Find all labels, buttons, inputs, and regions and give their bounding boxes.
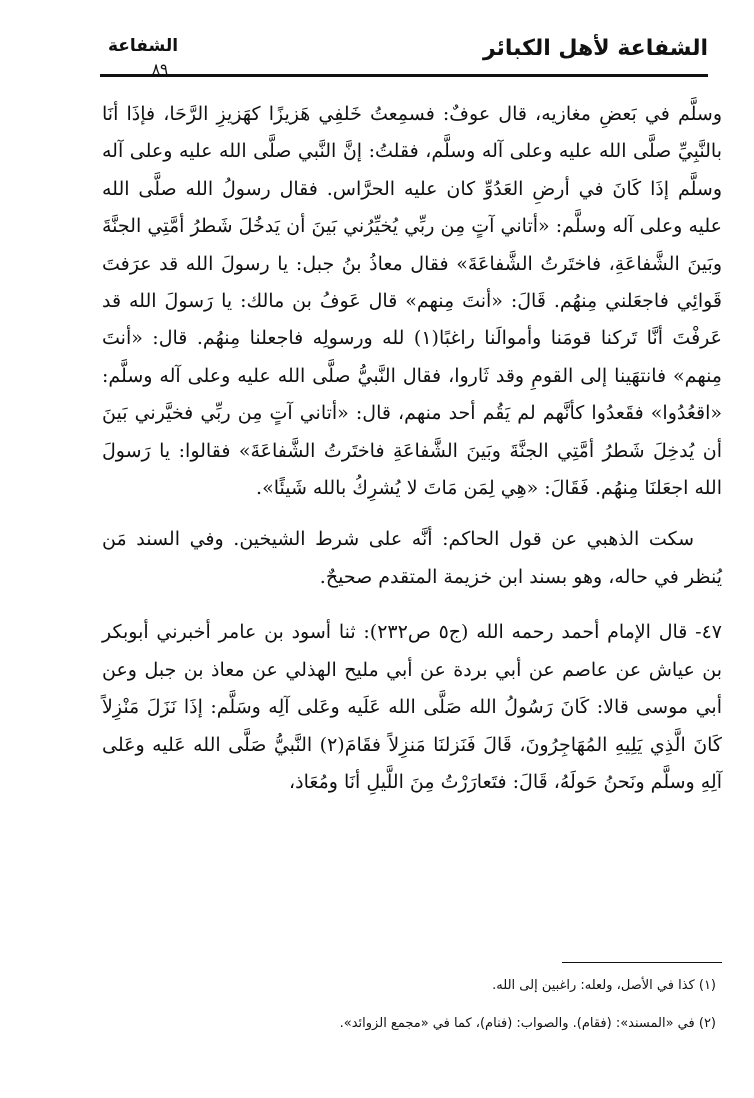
hadith-47-paragraph: ٤٧- قال الإمام أحمد رحمه الله (ج٥ ص٢٣٢): ثنا أسود بن عامر أخبرني أبوبكر بن عياش عن عاصم عن أبي بردة عن أبي مليح الهذلي عن معاذ بن جبل وعن أبي موسى قالا: كَانَ رَسُولُ الله صَلَّى الله عَلَيه وعَلى آلِه وسَلَّم: إذَا نَزَلَ مَنْزِلاً كَانَ الَّذِي يَلِيهِ المُهَاجِرُونَ، قَالَ فَنَزلنَا مَنزِلاً فقَامَ(٢) النَّبيُّ صَلَّى الله عَليه وعَلى آلِهِ وسلَّم ونَحنُ حَولَهُ، قَالَ: فتَعارَرْتُ مِنَ اللَّيلِ أنَا ومُعَاذ، bbox=[102, 621, 722, 793]
hadith-paragraph: وسلَّم في بَعضِ مغازيه، قال عوفٌ: فسمِعتُ خَلفِي هَزيزًا كهَزيزِ الرَّحَا، فإذَا أنَا بالنَّبِيِّ صلَّى الله عليه وعلى آله وسلَّم، فقلتُ: إنَّ النَّبي صلَّى الله عليه وعلى آله وسلَّم إذَا كَانَ في أرضِ العَدُوِّ كان عليه الحرَّاس. فقال رسولُ الله صلَّى الله عليه وعلى آله وسلَّم: «أتاني آتٍ مِن ربِّي يُخيِّرُني بَينَ أن يَدخُلَ شَطرُ أمَّتِي الجنَّةَ وبَينَ الشَّفاعَةِ، فاختَرتُ الشَّفاعَةَ» فقال معاذُ بنُ جبل: يا رسولَ الله قد عرَفتَ قَوائِي فاجعَلني مِنهُم. قَالَ: «أنتَ مِنهم» قال عَوفُ بن مالك: يا رَسولَ الله قد عَرفْتَ أنَّا تَركنا قومَنا وأموالَنا راغبًا(١) لله ورسولِه فاجعلنا مِنهُم. قال: «أنتَ مِنهم» فانتهَينا إلى القومِ وقد ثَاروا، فقال النَّبيُّ صلَّى الله عليه وعلى آله وسلَّم: «اقعُدُوا» فقَعدُوا كأنَّهم لم يَقُم أحد منهم، قال: «أتاني آتٍ مِن ربِّي فخيَّرني بَينَ أن يُدخِلَ شَطرُ أمَّتِي الجنَّةَ وبَينَ الشَّفاعَةِ فاختَرتُ الشَّفاعَةَ» فقالوا: يا رَسولَ الله اجعَلنَا مِنهُم. فَقَالَ: «هِي لِمَن مَاتَ لا يُشرِكُ بالله شَيئًا». bbox=[102, 103, 722, 500]
footnote-rule bbox=[562, 962, 722, 963]
running-title: الشفاعة لأهل الكبائر bbox=[482, 36, 708, 61]
header-rule bbox=[100, 74, 708, 77]
series-logo: الشفاعة bbox=[108, 36, 179, 56]
page-number: ٨٩ bbox=[152, 60, 169, 78]
main-text bbox=[102, 96, 722, 801]
footnote-1: (١) كذا في الأصل، ولعله: راغبين إلى الله. bbox=[492, 978, 716, 993]
page-header bbox=[100, 30, 708, 80]
commentary-paragraph: سكت الذهبي عن قول الحاكم: أنَّه على شرط الشيخين. وفي السند مَن يُنظر في حاله، وهو بسند ابن خزيمة المتقدم صحيحٌ. bbox=[102, 528, 722, 588]
footnote-2: (٢) في «المسند»: (فقام). والصواب: (فنام)، كما في «مجمع الزوائد». bbox=[339, 1016, 716, 1031]
